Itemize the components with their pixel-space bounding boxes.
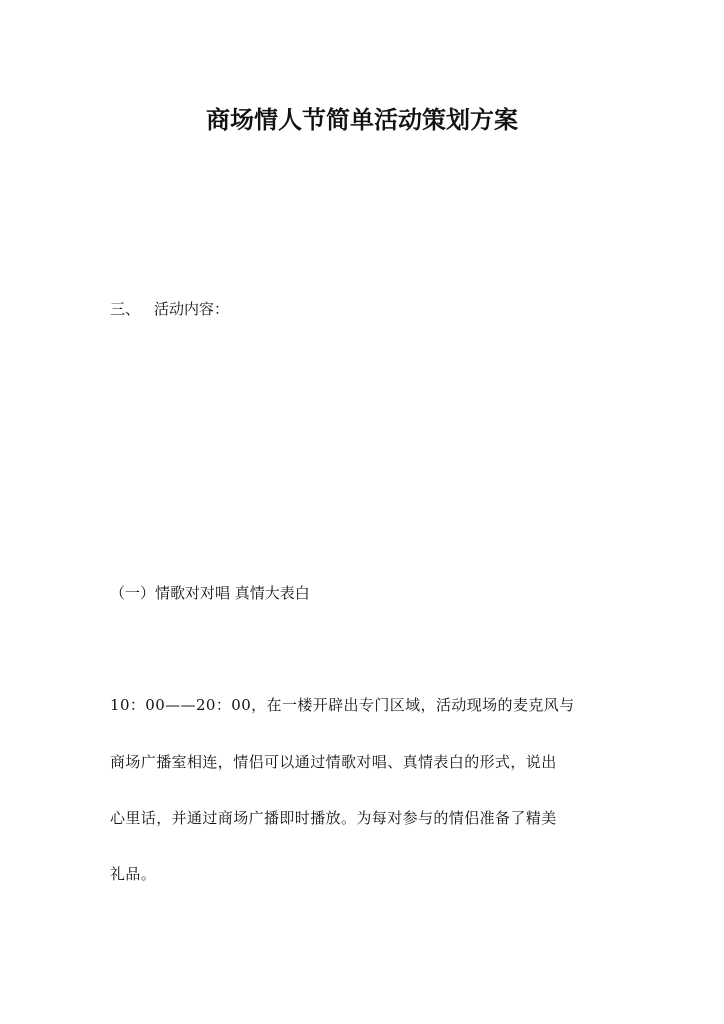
paragraph-line: 心里话，并通过商场广播即时播放。为每对参与的情侣准备了精美 (110, 809, 557, 827)
paragraph-line: 礼品。 (110, 865, 157, 883)
section-number: 三、 (110, 300, 141, 318)
section-heading (110, 298, 229, 319)
subsection-heading: （一）情歌对对唱 真情大表白 (110, 584, 310, 602)
paragraph-line: 商场广播室相连，情侣可以通过情歌对唱、真情表白的形式，说出 (110, 753, 557, 771)
section-label: 活动内容： (154, 300, 230, 318)
paragraph-line: 10：00——20：00，在一楼开辟出专门区域，活动现场的麦克风与 (110, 696, 575, 714)
document-title: 商场情人节简单活动策划方案 (206, 106, 518, 134)
